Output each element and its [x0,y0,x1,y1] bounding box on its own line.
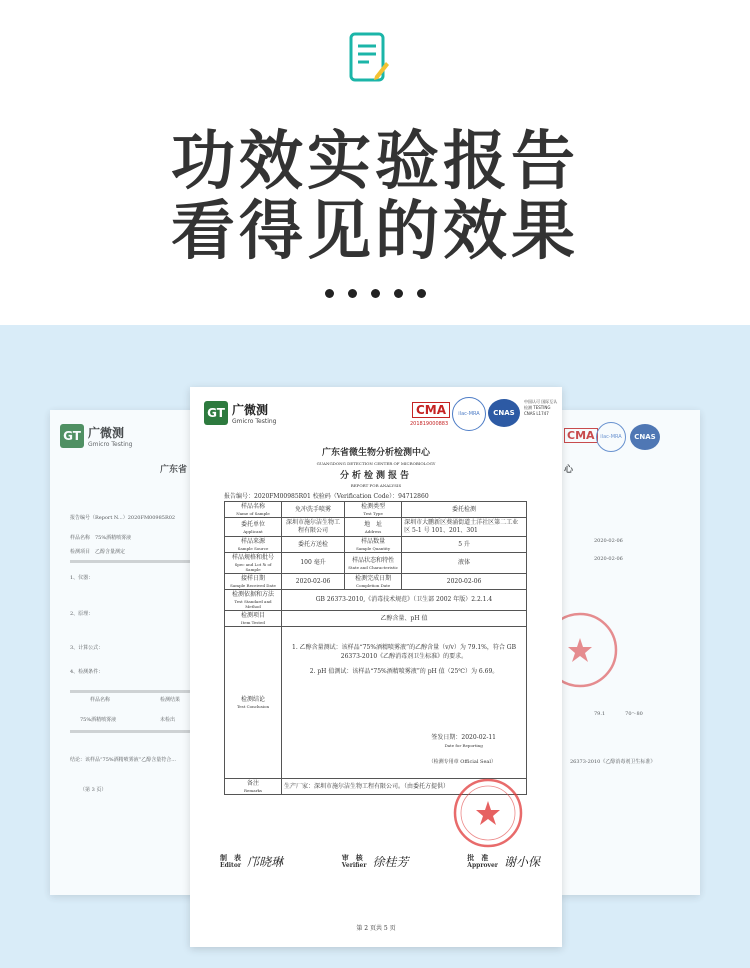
remarks-value: 生产厂家：深圳市施尔洁生物工程有限公司。（由委托方提供） [282,779,527,795]
table-cell: 未检出 [160,717,176,723]
table-row [225,502,527,518]
text-line: 样品名称 75%酒精喷雾液 [70,535,132,541]
report-title: 分析检测报告 [339,471,412,481]
quantity-value: 5 升 [402,537,527,553]
table-row [225,537,527,553]
sample-source-value: 委托方送检 [282,537,345,553]
lab-logo-badge: GT [204,401,228,425]
editor-sig: 邝晓琳 [247,855,284,869]
text-line: 2、原理： [70,611,94,617]
organization-name: 广东省微生物分析检测中心 [321,448,430,458]
table-label: 检测完成日期 Completion Date [345,574,402,590]
table-label: 样品状态和特性 State and Characteristic [345,553,402,574]
page-number: （第 3 页） [80,787,107,793]
summary-text: 结论：该样品“75%酒精喷雾液”乙醇含量符合... [70,757,176,763]
sample-name-value: 免冲洗手喷雾 [282,502,345,518]
dot [417,289,426,298]
cnas-text: 中国认可 国际互认 检测 TESTING CNAS L1747 [524,399,558,416]
state-value: 液体 [402,553,527,574]
applicant-value: 深圳市施尔洁生物工程有限公司 [282,518,345,537]
received-date-value: 2020-02-06 [282,574,345,590]
report-showcase [0,325,750,968]
table-row [225,574,527,590]
table-label: 样品规格和批号 Spec and Lot № of Sample [225,553,282,574]
report-page-back-right [560,410,700,895]
stamp-note: （检测专用章 Official Seal） [428,759,496,765]
lab-logo-badge: GT [60,424,84,448]
verifier-sig: 徐桂芳 [372,855,409,869]
method-value: GB 26373-2010,《消毒技术规范》（卫生部 2002 年版）2.2.1.4 [282,590,527,611]
approver-signature: 批 准 Approver 谢小保 [467,852,540,869]
cnas-logo: CNAS [630,424,660,450]
report-page-front [190,387,562,947]
table-label: 样品数量 Sample Quantity [345,537,402,553]
issue-date: 签发日期：2020-02-11 Date for Reporting [431,734,496,748]
editor-signature: 制 表 Editor 邝晓琳 [220,852,284,869]
table-label: 委托单位 Applicant [225,518,282,537]
table-label: 检测结论 Test Conclusion [225,627,282,779]
text-line: 4、检测条件： [70,669,104,675]
official-seal-stamp [452,777,524,849]
table-header: 检测结果 [160,697,181,703]
table-label: 接样日期 Sample Received Date [225,574,282,590]
table-label: 样品来源 Sample Source [225,537,282,553]
table-cell: 79.1 70～80 [594,711,643,717]
dots-divider [0,283,750,302]
table-label: 检测项目 Item Tested [225,611,282,627]
cnas-logo: CNAS [488,399,520,427]
text-line: 检测项目 乙醇含量测定 [70,549,126,555]
signatures [220,853,540,870]
report-number: 报告编号：2020FM00985R01 校验码（Verification Code）：94712860 [224,493,429,500]
table-row [225,627,527,779]
conclusion-1: 1. 乙醇含量测试：该样品“75%酒精喷雾液”的乙醇含量（v/v）为 79.1%，符合 GB 26373-2010《乙醇消毒剂卫生标准》的要求。 [292,644,516,660]
org-partial: 广东省 [160,465,188,475]
lab-logo-name: 广微测 [88,426,125,440]
page-number: 第 2 页共 5 页 [356,925,396,932]
table-row [225,518,527,537]
headline-line-1: 功效实验报告 [171,125,579,199]
report-table [224,501,527,795]
cma-logo: CMA [564,428,598,443]
table-label: 检测类型 Test Type [345,502,402,518]
table-label: 样品名称 Name of Sample [225,502,282,518]
table-row [225,590,527,611]
lab-logo-sub: Gmicro Testing [88,441,133,448]
report-title-en: REPORT FOR ANALYSIS [350,483,402,488]
text-line: 1、仪器： [70,575,94,581]
table-row [225,611,527,627]
hero-section [0,0,750,325]
headline-line-2: 看得见的效果 [171,195,579,269]
test-type-value: 委托检测 [402,502,527,518]
ilac-logo: ilac-MRA [596,422,626,452]
cma-logo: CMA [412,402,450,418]
cma-number: 201819000883 [410,421,449,427]
table-label: 备注 Remarks [225,779,282,795]
dot [325,289,334,298]
ilac-logo: ilac-MRA [452,397,486,431]
table-cell: 2020-02-06 [594,556,623,562]
approver-sig: 谢小保 [503,855,540,869]
conclusion-2: 2. pH 值测试：该样品“75%酒精喷雾液”的 pH 值（25℃）为 6.69。 [309,668,499,675]
lab-logo [204,401,276,425]
lab-logo-sub: Gmicro Testing [232,418,277,425]
dot [371,289,380,298]
table-label: 检测依据和方法 Test Standard and Method [225,590,282,611]
verifier-signature: 审 核 Verifier 徐桂芳 [341,852,409,869]
org-partial: 心 [564,465,574,475]
conclusion-cell [282,627,527,779]
table-row [225,553,527,574]
table-label: 地 址 Address [345,518,402,537]
dot [348,289,357,298]
table-header: 样品名称 [90,697,111,703]
document-pencil-icon [349,32,389,84]
table-cell: 2020-02-06 [594,538,623,544]
lab-logo-name: 广微测 [232,403,269,417]
table-cell: 26373-2010《乙醇消毒剂卫生标准》 [570,759,656,765]
report-no: 报告编号（Report N...）2020FM00985R02 [70,515,176,521]
organization-name-en: GUANGDONG DETECTION CENTER OF MICROBIOLOGY [316,461,436,466]
official-seal-stamp [560,610,620,690]
text-line: 3、计算公式： [70,645,104,651]
completion-date-value: 2020-02-06 [402,574,527,590]
dot [394,289,403,298]
spec-value: 100 毫升 [282,553,345,574]
table-cell: 75%酒精喷雾液 [80,717,117,723]
address-value: 深圳市大鹏新区葵涌街道土洋社区第二工业区 5-1 号 101、201、301 [402,518,527,537]
lab-logo [60,424,132,448]
item-value: 乙醇含量、pH 值 [282,611,527,627]
